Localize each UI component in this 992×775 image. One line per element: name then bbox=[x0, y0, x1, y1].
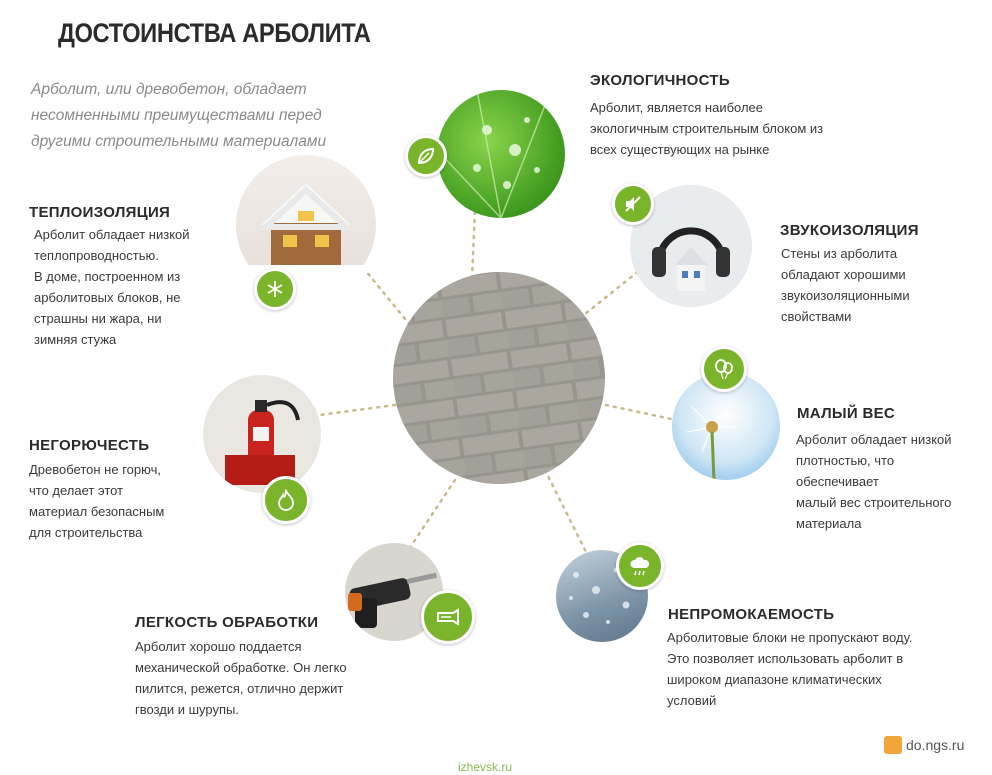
connector-fire bbox=[320, 405, 395, 415]
leaf-icon bbox=[405, 135, 447, 177]
connector-process bbox=[405, 480, 455, 555]
connector-weight bbox=[606, 405, 676, 420]
water-title: НЕПРОМОКАЕМОСТЬ bbox=[668, 606, 835, 623]
heat-image bbox=[236, 155, 376, 295]
page-title: ДОСТОИНСТВА АРБОЛИТА bbox=[58, 18, 371, 48]
center-block-image bbox=[393, 272, 605, 484]
fire-image bbox=[203, 375, 321, 493]
process-title: ЛЕГКОСТЬ ОБРАБОТКИ bbox=[135, 614, 319, 631]
balloons-icon bbox=[701, 346, 747, 392]
eco-title: ЭКОЛОГИЧНОСТЬ bbox=[590, 72, 730, 89]
heat-text: Арболит обладает низкой теплопроводностью. В доме, построенном из арболитовых блоков, не страшны ни жара, ни зимняя стужа bbox=[34, 227, 190, 347]
sound-text: Стены из арболита обладают хорошими звукоизоляционными свойствами bbox=[781, 246, 910, 324]
watermark-logo-icon bbox=[884, 736, 902, 754]
eco-text: Арболит, является наиболее экологичным строительным блоком из всех существующих на рынке bbox=[590, 100, 824, 157]
sound-title: ЗВУКОИЗОЛЯЦИЯ bbox=[780, 222, 919, 239]
connector-heat bbox=[365, 270, 410, 325]
saw-blade-icon bbox=[421, 590, 475, 644]
eco-image bbox=[437, 90, 565, 218]
fire-title: НЕГОРЮЧЕСТЬ bbox=[29, 437, 150, 454]
rain-cloud-icon bbox=[616, 542, 664, 590]
source-label: izhevsk.ru bbox=[458, 760, 513, 774]
water-text: Арболитовые блоки не пропускают воду. Это позволяет использовать арболит в широком диапазоне климатических условий bbox=[667, 630, 913, 708]
fire-text: Древобетон не горюч, что делает этот материал безопасным для строительства bbox=[29, 462, 165, 540]
mute-icon bbox=[612, 183, 654, 225]
snowflake-icon bbox=[254, 268, 296, 310]
watermark bbox=[884, 736, 964, 754]
flame-icon bbox=[262, 476, 310, 524]
intro-text: Арболит, или древобетон, обладает несомненными преимуществами перед другими строительными материалами bbox=[31, 81, 327, 150]
connector-water bbox=[545, 470, 590, 560]
connector-eco bbox=[472, 210, 475, 278]
watermark-text: do.ngs.ru bbox=[906, 737, 965, 753]
process-text: Арболит хорошо поддается механической обработке. Он легко пилится, режется, отлично держит гвозди и шурупы. bbox=[135, 639, 347, 717]
weight-text: Арболит обладает низкой плотностью, что обеспечивает малый вес строительного материала bbox=[796, 432, 952, 531]
heat-title: ТЕПЛОИЗОЛЯЦИЯ bbox=[29, 204, 171, 221]
weight-title: МАЛЫЙ ВЕС bbox=[797, 405, 896, 422]
